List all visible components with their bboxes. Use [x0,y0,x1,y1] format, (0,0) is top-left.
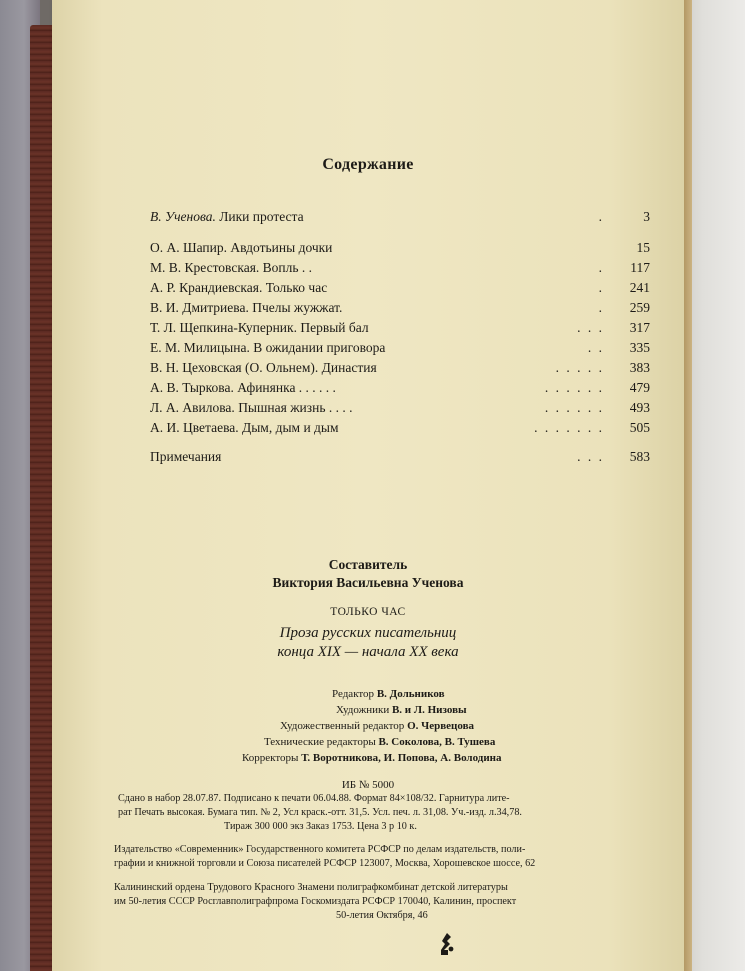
toc-entry [150,338,650,358]
toc-page-number: 583 [629,449,650,464]
toc-entry-text [150,238,332,258]
toc-title: Пышная жизнь . . . . [234,400,353,415]
toc-title: Первый бал [296,320,369,335]
toc-page-number: 259 [629,300,650,315]
subtitle-line-2: конца XIX — начала XX века [277,644,459,660]
printer-line-2: им 50-летия СССР Росглавполиграфпрома Госкомиздата РСФСР 170040, Калинин, проспект [114,896,517,907]
toc-page-number: 117 [630,260,650,275]
toc-page-number: 493 [629,400,650,415]
toc-title: Династия [318,360,377,375]
toc-entry-text [150,298,342,318]
toc-leader-dots: . [598,280,604,295]
toc-entry-text [150,418,339,438]
toc-author: Т. Л. Щепкина-Куперник. [150,320,297,335]
ib-number: ИБ № 5000 [341,779,395,791]
compiler-name: Виктория Васильевна Ученова [272,575,464,590]
imprint-line-1: Сдано в набор 28.07.87. Подписано к печати 06.04.88. Формат 84×108/32. Гарнитура лите- [118,793,510,804]
toc-page-number: 317 [629,320,650,335]
toc-entry [150,398,650,418]
toc-page-number: 241 [629,280,650,295]
toc-author: А. Р. Крандиевская. [150,280,263,295]
toc-entry [150,258,650,278]
page-edge [684,0,692,971]
toc-title: Дым, дым и дым [238,420,339,435]
toc-title: Авдотьины дочки [227,240,333,255]
toc-leader-dots: . . . [577,449,604,464]
toc-page-number: 479 [629,380,650,395]
printer-line-1: Калининский ордена Трудового Красного Знамени полиграфкомбинат детской литературы [114,882,508,893]
toc-entry-text [150,278,327,298]
credit-proofreaders: Корректоры Т. Воротникова, И. Попова, А. Володина [242,752,502,764]
book-page [52,0,684,971]
toc-entry-text [150,318,369,338]
credit-editor: Редактор В. Дольников [332,688,445,700]
toc-leader-dots: . [598,260,604,275]
subtitle-line-1: Проза русских писательниц [279,625,457,641]
toc-entry [150,238,650,258]
toc-author: Л. А. Авилова. [150,400,235,415]
toc-entry-text [150,338,385,358]
credit-artists: Художники В. и Л. Низовы [336,704,467,716]
credit-art-editor: Художественный редактор О. Червецова [280,720,475,732]
toc-author: М. В. Крестовская. [150,260,260,275]
toc-leader-dots: . . . . . . [544,400,604,415]
toc-entry-text [150,447,221,467]
toc-entry [150,298,650,318]
toc-entry-text [150,378,336,398]
toc-title: Лики протеста [215,209,304,224]
publisher-line-1: Издательство «Современник» Государственного комитета РСФСР по делам издательств, поли- [114,844,526,855]
toc-entry-text [150,358,377,378]
toc-leader-dots: . . . . . . [544,380,604,395]
toc-entry [150,418,650,438]
toc-entry [150,378,650,398]
toc-entry-text [150,258,312,278]
toc-page-number: 505 [629,420,650,435]
toc-page-number: 15 [636,240,650,255]
toc-entry [150,318,650,338]
toc-author: В. И. Дмитриева. [150,300,249,315]
toc-page-number: 3 [643,209,650,224]
imprint-line-3: Тираж 300 000 экз Заказ 1753. Цена 3 р 10 к. [224,821,417,832]
toc-author: О. А. Шапир. [150,240,228,255]
toc-title: Афинянка . . . . . . [233,380,336,395]
publisher-logo-icon [437,931,457,957]
toc-leader-dots: . . . . . . . [534,420,604,435]
toc-author: Примечания [150,449,222,464]
toc-title: В ожидании приговора [249,340,386,355]
toc-title: Пчелы жужжат. [248,300,343,315]
toc-leader-dots: . . . [577,320,604,335]
toc-author: А. И. Цветаева. [150,420,239,435]
compiler-label: Составитель [328,557,408,572]
toc-entry [150,447,650,467]
toc-leader-dots: . [598,209,604,224]
toc-leader-dots: . [598,300,604,315]
toc-leader-dots: . . [587,340,604,355]
contents-heading: Содержание [322,156,414,173]
toc-author: В. Н. Цеховская (О. Ольнем). [150,360,319,375]
toc-entry-text [150,398,352,418]
imprint-line-2: рат Печать высокая. Бумага тип. № 2, Усл краск.-отт. 31,5. Усл. печ. л. 31,08. Уч.-изд. л.34,78. [118,807,522,818]
toc-author: Е. М. Милицына. [150,340,250,355]
book-title: ТОЛЬКО ЧАС [330,606,406,618]
toc-page-number: 335 [629,340,650,355]
toc-entry [150,358,650,378]
credit-tech-editors: Технические редакторы В. Соколова, В. Тушева [264,736,496,748]
toc-entry-text [150,207,304,227]
toc-title: Только час [262,280,328,295]
toc-page-number: 383 [629,360,650,375]
toc-title: Вопль . . [259,260,313,275]
printer-line-3: 50-летия Октября, 46 [336,910,428,921]
toc-entry [150,207,650,227]
toc-leader-dots: . . . . . [555,360,604,375]
toc-author: А. В. Тыркова. [150,380,234,395]
toc-author: В. Ученова. [150,209,216,224]
toc-entry [150,278,650,298]
publisher-line-2: графии и книжной торговли и Союза писателей РСФСР 123007, Москва, Хорошевское шоссе, 62 [114,858,536,869]
book-cover-edge [30,25,54,971]
